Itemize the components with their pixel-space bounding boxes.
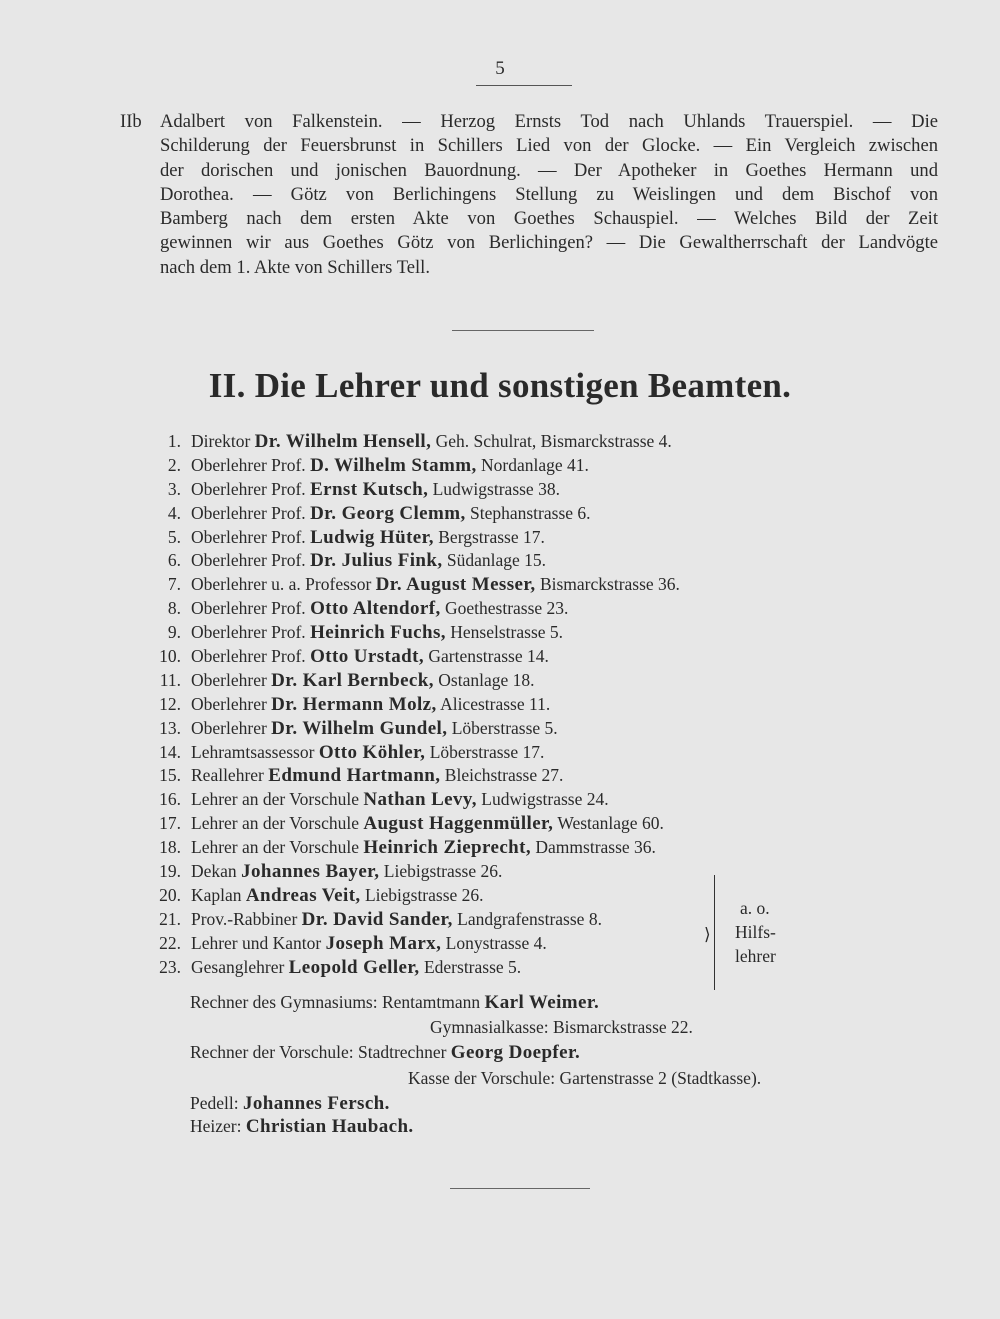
staff-row xyxy=(150,645,850,669)
intro-line: der dorischen und jonischen Bauordnung. — Der Apotheker in Goethes Hermann und xyxy=(160,159,938,181)
staff-name: Ernst Kutsch, xyxy=(310,478,429,500)
gymnasium-kasse: Gymnasialkasse: Bismarckstrasse 22. xyxy=(430,1017,693,1037)
staff-name: Joseph Marx, xyxy=(325,932,442,954)
staff-role: Oberlehrer Prof. xyxy=(191,622,306,643)
staff-row xyxy=(150,573,850,597)
staff-number: 2. xyxy=(167,454,181,475)
staff-role: Oberlehrer xyxy=(191,717,267,738)
staff-address: Westanlage 60. xyxy=(557,813,664,834)
staff-row xyxy=(150,669,850,693)
staff-row xyxy=(150,717,850,741)
staff-role: Reallehrer xyxy=(191,765,264,786)
staff-number: 14. xyxy=(159,741,181,762)
staff-address: Gartenstrasse 14. xyxy=(428,646,549,667)
staff-name: Johannes Bayer, xyxy=(241,861,380,883)
intro-line: nach dem 1. Akte von Schillers Tell. xyxy=(160,256,430,278)
staff-number: 8. xyxy=(167,598,181,619)
staff-address: Bismarckstrasse 36. xyxy=(539,574,680,595)
staff-role: Oberlehrer Prof. xyxy=(191,646,306,667)
staff-role: Prov.-Rabbiner xyxy=(191,908,298,929)
accountant-gymnasium-name: Karl Weimer. xyxy=(484,992,600,1013)
bottom-divider xyxy=(450,1188,590,1189)
staff-address: Ostanlage 18. xyxy=(438,669,535,690)
staff-role: Oberlehrer xyxy=(191,693,267,714)
pedell-name: Johannes Fersch. xyxy=(242,1093,390,1114)
section-divider xyxy=(452,330,594,331)
staff-entry xyxy=(191,430,672,454)
intro-line: Bamberg nach dem ersten Akte von Goethes Schauspiel. — Welches Bild der Zeit xyxy=(160,208,938,230)
staff-address: Geh. Schulrat, Bismarckstrasse 4. xyxy=(435,431,672,451)
staff-address: Löberstrasse 5. xyxy=(451,717,558,738)
staff-entry xyxy=(191,717,558,741)
staff-role: Oberlehrer Prof. xyxy=(191,478,306,499)
heizer xyxy=(190,1116,414,1138)
staff-name: Dr. Georg Clemm, xyxy=(310,502,466,524)
brace-label-line: a. o. xyxy=(740,898,770,918)
staff-number: 16. xyxy=(159,789,181,810)
staff-number: 4. xyxy=(167,502,181,523)
intro-line: gewinnen wir aus Goethes Götz von Berlichingen? — Die Gewaltherrschaft der Landvögte xyxy=(160,232,938,254)
staff-entry xyxy=(191,741,544,765)
staff-number: 12. xyxy=(159,693,181,714)
staff-row xyxy=(150,621,850,645)
staff-role: Oberlehrer Prof. xyxy=(191,550,306,571)
intro-line: Dorothea. — Götz von Berlichingens Stellung zu Weislingen und dem Bischof von xyxy=(160,183,938,205)
staff-address: Liebigstrasse 26. xyxy=(364,884,484,905)
accountant-gymnasium-prefix: Rechner des Gymnasiums: Rentamtmann xyxy=(190,992,481,1012)
staff-address: Löberstrasse 17. xyxy=(429,741,545,762)
staff-entry xyxy=(191,812,664,836)
staff-row xyxy=(150,597,850,621)
staff-role: Oberlehrer Prof. xyxy=(191,454,306,475)
staff-address: Dammstrasse 36. xyxy=(535,837,656,858)
staff-role: Dekan xyxy=(191,861,237,882)
staff-row xyxy=(150,454,850,478)
staff-entry xyxy=(191,836,656,860)
staff-address: Henselstrasse 5. xyxy=(450,622,564,643)
heizer-name: Christian Haubach. xyxy=(245,1116,414,1137)
brace-label-line: lehrer xyxy=(735,945,776,966)
staff-row xyxy=(150,764,850,788)
staff-number: 10. xyxy=(159,646,181,667)
staff-address: Liebigstrasse 26. xyxy=(383,861,503,882)
page-number: 5 xyxy=(495,58,505,79)
staff-address: Ederstrasse 5. xyxy=(423,956,522,977)
staff-name: Nathan Levy, xyxy=(363,789,477,811)
staff-role: Lehrer und Kantor xyxy=(191,932,322,953)
staff-entry xyxy=(191,573,680,597)
staff-number: 23. xyxy=(159,956,181,977)
staff-row xyxy=(150,788,850,812)
staff-entry xyxy=(191,478,560,502)
staff-entry xyxy=(191,597,568,621)
brace-tip: ⟩ xyxy=(704,925,711,944)
staff-row xyxy=(150,693,850,717)
staff-name: Heinrich Zieprecht, xyxy=(363,837,532,859)
staff-number: 20. xyxy=(159,884,181,905)
staff-number: 9. xyxy=(167,622,181,643)
staff-role: Gesanglehrer xyxy=(191,956,285,977)
staff-entry xyxy=(191,621,563,645)
staff-address: Stephanstrasse 6. xyxy=(469,502,591,523)
staff-name: Otto Köhler, xyxy=(318,741,426,763)
staff-address: Südanlage 15. xyxy=(446,550,547,571)
staff-address: Lonystrasse 4. xyxy=(445,932,547,953)
staff-row xyxy=(150,478,850,502)
staff-number: 5. xyxy=(167,526,181,547)
staff-name: Dr. Wilhelm Gundel, xyxy=(271,717,448,739)
staff-entry xyxy=(191,932,547,956)
staff-address: Goethestrasse 23. xyxy=(444,598,569,619)
staff-row xyxy=(150,836,850,860)
pedell xyxy=(190,1093,390,1115)
staff-role: Oberlehrer xyxy=(191,669,267,690)
heizer-label: Heizer: xyxy=(190,1116,242,1136)
staff-address: Nordanlage 41. xyxy=(480,454,589,475)
staff-row xyxy=(150,502,850,526)
intro-line: Adalbert von Falkenstein. — Herzog Ernsts Tod nach Uhlands Trauerspiel. — Die xyxy=(160,111,938,132)
staff-name: Dr. David Sander, xyxy=(301,908,453,930)
staff-role: Lehrer an der Vorschule xyxy=(191,813,359,834)
staff-row xyxy=(150,549,850,573)
staff-name: Ludwig Hüter, xyxy=(310,526,434,548)
staff-address: Ludwigstrasse 24. xyxy=(481,789,609,810)
staff-role: Oberlehrer Prof. xyxy=(191,502,306,523)
staff-entry xyxy=(191,645,549,669)
staff-entry xyxy=(191,549,546,573)
brace-label-line: Hilfs- xyxy=(735,921,776,942)
staff-number: 3. xyxy=(167,478,181,499)
staff-row xyxy=(150,812,850,836)
staff-entry xyxy=(191,502,591,526)
staff-entry xyxy=(191,454,589,478)
staff-name: Leopold Geller, xyxy=(288,956,420,978)
staff-address: Alicestrasse 11. xyxy=(440,693,551,714)
brace-label xyxy=(735,897,776,969)
staff-number: 6. xyxy=(167,550,181,571)
staff-name: August Haggenmüller, xyxy=(363,813,554,835)
staff-number: 7. xyxy=(167,574,181,595)
intro-line: Schilderung der Feuersbrunst in Schillers Lied von der Glocke. — Ein Vergleich zwischen xyxy=(160,135,938,157)
staff-role: Oberlehrer Prof. xyxy=(191,598,306,619)
staff-number: 11. xyxy=(159,669,181,690)
staff-row xyxy=(150,526,850,550)
section-title: II. Die Lehrer und sonstigen Beamten. xyxy=(208,366,792,405)
accountant-vorschule xyxy=(190,1042,580,1064)
staff-entry xyxy=(191,693,550,717)
accountant-gymnasium xyxy=(190,992,599,1014)
staff-entry xyxy=(191,884,484,908)
staff-number: 1. xyxy=(167,431,181,451)
staff-name: Dr. Wilhelm Hensell, xyxy=(254,431,432,452)
staff-name: Edmund Hartmann, xyxy=(268,765,441,787)
pedell-label: Pedell: xyxy=(190,1093,239,1113)
staff-name: Otto Altendorf, xyxy=(310,598,441,620)
staff-row xyxy=(150,741,850,765)
staff-entry xyxy=(191,764,563,788)
staff-role: Lehrer an der Vorschule xyxy=(191,789,359,810)
staff-role: Kaplan xyxy=(191,884,242,905)
staff-address: Bergstrasse 17. xyxy=(438,526,545,547)
staff-entry xyxy=(191,788,609,812)
staff-address: Bleichstrasse 27. xyxy=(444,765,564,786)
staff-name: Heinrich Fuchs, xyxy=(310,622,446,644)
intro-paragraph xyxy=(120,110,938,280)
staff-entry xyxy=(191,956,521,980)
staff-role: Oberlehrer Prof. xyxy=(191,526,306,547)
staff-name: Dr. Julius Fink, xyxy=(310,550,443,572)
staff-name: Otto Urstadt, xyxy=(310,646,424,668)
staff-number: 13. xyxy=(159,717,181,738)
staff-entry xyxy=(191,908,602,932)
staff-number: 15. xyxy=(159,765,181,786)
staff-entry xyxy=(191,860,502,884)
staff-role: Lehramtsassessor xyxy=(191,741,315,762)
staff-name: D. Wilhelm Stamm, xyxy=(310,454,477,476)
accountant-vorschule-prefix: Rechner der Vorschule: Stadtrechner xyxy=(190,1042,447,1062)
staff-row xyxy=(150,430,850,454)
class-label: IIb xyxy=(120,111,142,132)
staff-number: 21. xyxy=(159,908,181,929)
staff-number: 19. xyxy=(159,861,181,882)
staff-number: 17. xyxy=(159,813,181,834)
staff-row xyxy=(150,860,850,884)
page-number-rule xyxy=(476,85,572,86)
vorschule-kasse: Kasse der Vorschule: Gartenstrasse 2 (Stadtkasse). xyxy=(408,1068,762,1088)
staff-entry xyxy=(191,526,545,550)
staff-number: 18. xyxy=(159,837,181,858)
staff-name: Andreas Veit, xyxy=(245,884,361,906)
staff-role: Direktor xyxy=(191,431,251,451)
staff-role: Oberlehrer u. a. Professor xyxy=(191,574,372,595)
accountant-vorschule-name: Georg Doepfer. xyxy=(450,1042,581,1063)
staff-role: Lehrer an der Vorschule xyxy=(191,837,359,858)
staff-name: Dr. Hermann Molz, xyxy=(271,693,437,715)
staff-entry xyxy=(191,669,535,693)
staff-number: 22. xyxy=(159,932,181,953)
staff-address: Ludwigstrasse 38. xyxy=(432,478,560,499)
staff-address: Landgrafenstrasse 8. xyxy=(457,908,602,929)
staff-name: Dr. August Messer, xyxy=(375,574,536,596)
staff-name: Dr. Karl Bernbeck, xyxy=(271,669,434,691)
